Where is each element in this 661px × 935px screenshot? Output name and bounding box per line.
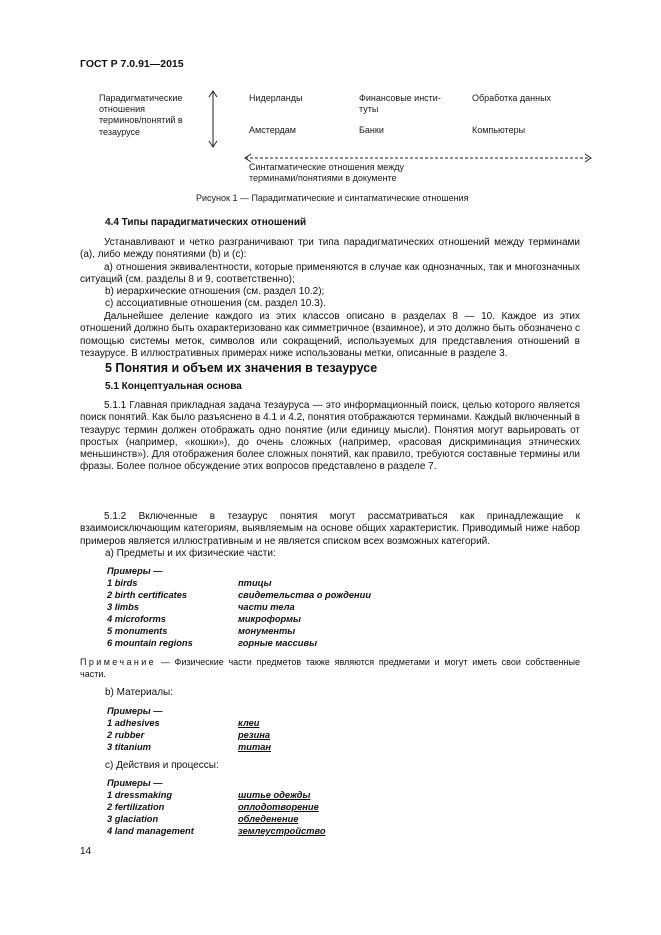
example-en: 2 fertilization <box>107 802 165 812</box>
category-c-label: с) Действия и процессы: <box>105 760 219 771</box>
vertical-arrow <box>206 88 220 150</box>
term-data-processing: Обработка данных <box>472 93 552 103</box>
section-4-4-paragraph: Дальнейшее деление каждого из этих классов описано в разделах 8 — 10. Каждое из этих отношений должно быть охарактеризовано как симметричное (взаимное), и это должно быть обозначено с помощью системы меток, символов или сокращений, используемых для представления отношений в тезаурусе. В иллюстративных примерах ниже использованы метки, описанные в разделе 3. <box>80 311 580 359</box>
example-ru: горные массивы <box>238 638 318 648</box>
term-financial-institutions: Финансовые инсти- <box>359 93 441 103</box>
examples-label: Примеры — <box>107 706 163 716</box>
example-ru: микроформы <box>238 614 301 624</box>
example-en: 2 birth certificates <box>107 590 188 600</box>
example-ru: части тела <box>238 602 295 612</box>
term-amsterdam: Амстердам <box>249 125 296 135</box>
paragraph-5-1-2: 5.1.2 Включенные в тезаурус понятия могут рассматриваться как принадлежащие к взаимоисключающим категориям, выявляемым на основе общих характеристик. Приводимый ниже набор примеров является иллюстративным и не является списком всех возможных категорий. <box>80 511 580 547</box>
example-en: 4 land management <box>107 826 194 836</box>
example-ru: клеи <box>238 718 260 728</box>
syntagmatic-label: Синтагматические отношения между терминами/понятиями в документе <box>249 162 404 184</box>
page-number: 14 <box>80 846 92 857</box>
paradigmatic-label: Парадигматические отношения терминов/понятий в тезаурусе <box>99 93 183 137</box>
example-ru: землеустройство <box>238 826 326 836</box>
example-en: 2 rubber <box>107 730 145 740</box>
term-computers: Компьютеры <box>472 125 526 135</box>
term-banks: Банки <box>359 125 384 135</box>
term-netherlands: Нидерланды <box>249 93 303 103</box>
figure-caption: Рисунок 1 — Парадигматические и синтагматические отношения <box>196 193 469 203</box>
example-en: 3 limbs <box>107 602 140 612</box>
example-ru: птицы <box>238 578 272 588</box>
paragraph-5-1-1: 5.1.1 Главная прикладная задача тезауруса — это информационный поиск, целью которого является поиск понятий. Как было разъяснено в 4.1 и 4.2, понятия отображаются терминами. Каждый включенный в тезаурус термин должен отображать одно понятие (или единицу мысли). Понятия могут варьировать от простых (например, «кошки»), до очень сложных (например, «расовая дискриминация этнических меньшинств»). Для отображения более сложных понятий, как правило, требуются составные термины или фразы. Более полное обсуждение этих вопросов представлено в разделе 7. <box>80 400 580 473</box>
section-5-heading: 5 Понятия и объем их значения в тезаурусе <box>105 361 378 375</box>
section-4-4-intro: Устанавливают и четко разграничивают три типа парадигматических отношений между терминами (а), либо между понятиями (b) и (с): <box>80 237 580 261</box>
examples-label: Примеры — <box>107 566 163 576</box>
example-en: 5 monuments <box>107 626 168 636</box>
section-4-4-heading: 4.4 Типы парадигматических отношений <box>105 217 307 228</box>
note-label: Примечание <box>80 657 157 667</box>
example-en: 6 mountain regions <box>107 638 193 648</box>
example-ru: монументы <box>238 626 296 636</box>
section-4-4-item-a: а) отношения эквивалентности, которые применяются в случае как однозначных, так и многозначных ситуаций (см. разделы 8 и 9, соответственно); <box>80 262 580 286</box>
example-en: 1 adhesives <box>107 718 160 728</box>
term-financial-institutions-cont: туты <box>359 104 379 114</box>
note <box>80 657 580 680</box>
example-ru: титан <box>238 742 271 752</box>
section-5-1-heading: 5.1 Концептуальная основа <box>105 381 242 392</box>
example-ru: обледенение <box>238 814 299 824</box>
example-en: 4 microforms <box>107 614 166 624</box>
examples-label: Примеры — <box>107 778 163 788</box>
example-ru: шитье одежды <box>238 790 311 800</box>
example-ru: оплодотворение <box>238 802 319 812</box>
example-ru: резина <box>238 730 271 740</box>
example-en: 3 titanium <box>107 742 151 752</box>
section-4-4-item-c: с) ассоциативные отношения (см. раздел 10.3). <box>105 298 326 309</box>
category-b-label: b) Материалы: <box>105 687 173 698</box>
note-text: — Физические части предметов также являются предметами и могут иметь свои собственные части. <box>80 657 580 679</box>
section-4-4-item-b: b) иерархические отношения (см. раздел 10.2); <box>105 286 325 297</box>
example-en: 1 dressmaking <box>107 790 173 800</box>
standard-header: ГОСТ Р 7.0.91—2015 <box>80 58 184 70</box>
example-ru: свидетельства о рождении <box>238 590 372 600</box>
category-a-label: а) Предметы и их физические части: <box>105 548 276 559</box>
example-en: 1 birds <box>107 578 138 588</box>
example-en: 3 glaciation <box>107 814 159 824</box>
